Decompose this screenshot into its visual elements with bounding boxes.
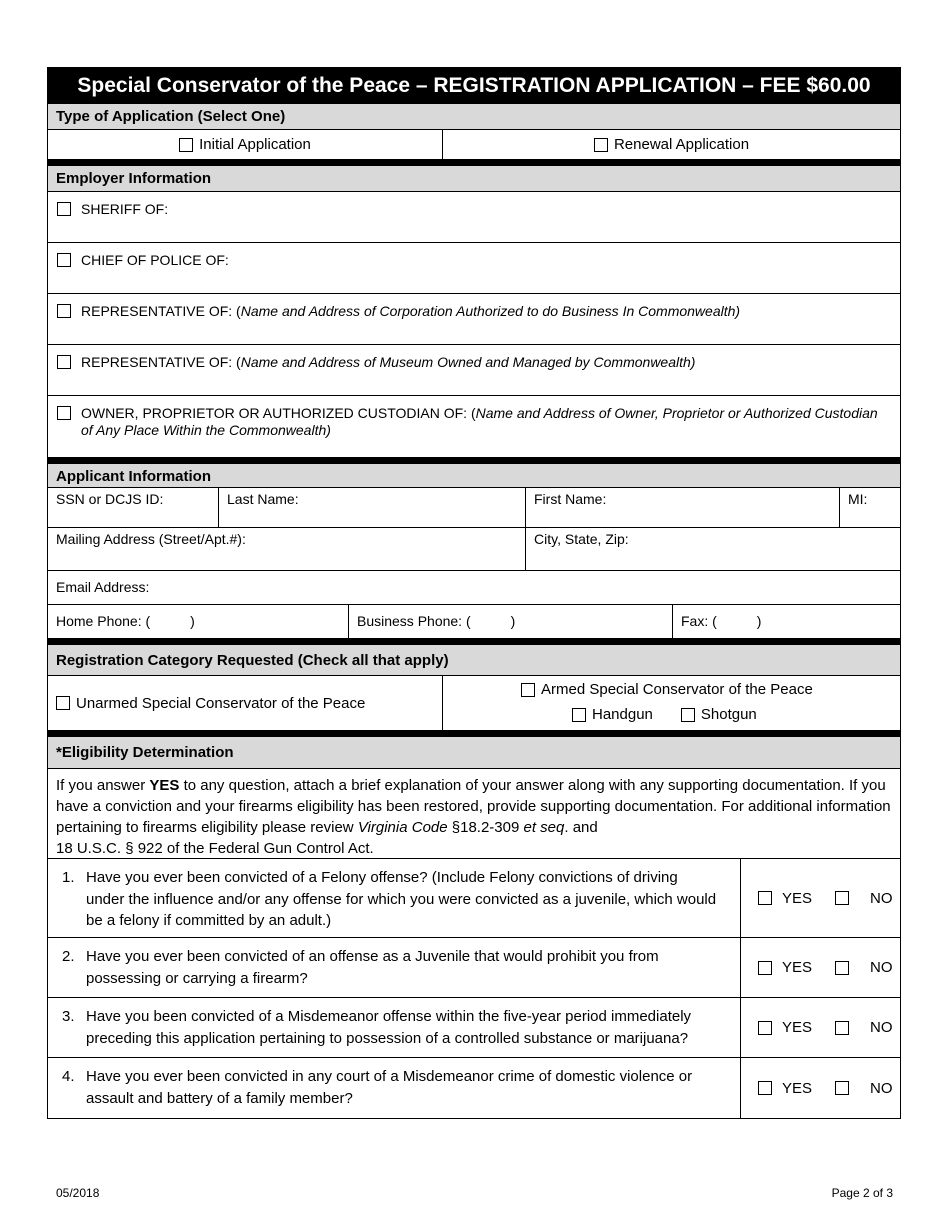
form-title: Special Conservator of the Peace – REGISTRATION APPLICATION – FEE $60.00 [47,67,901,104]
employer-sheriff-row[interactable] [47,191,901,242]
q2-yes-checkbox[interactable] [758,961,772,975]
question-text: 2. Have you ever been convicted of an offense as a Juvenile that would prohibit you from possessing or carrying a firearm? [48,938,741,997]
footer-page-number: Page 2 of 3 [831,1186,893,1200]
owner-checkbox[interactable] [57,406,71,420]
city-state-zip-field[interactable]: City, State, Zip: [525,528,900,570]
section-divider [47,638,901,645]
question-answers: YES NO [741,998,900,1057]
section-divider [47,159,901,166]
first-name-field[interactable]: First Name: [525,488,839,527]
employer-owner-row[interactable] [47,395,901,457]
section-divider [47,730,901,737]
employer-rep-corp-row[interactable] [47,293,901,344]
renewal-application-option[interactable] [442,130,900,159]
handgun-label: Handgun [592,706,653,723]
rep-museum-checkbox[interactable] [57,355,71,369]
email-field[interactable]: Email Address: [56,579,150,595]
employer-rep-museum-row[interactable] [47,344,901,395]
fax-field[interactable]: Fax: ( ) [672,605,900,638]
unarmed-option[interactable] [48,676,442,730]
question-answers: YES NO [741,859,900,937]
question-text: 3. Have you been convicted of a Misdemeanor offense within the five-year period immediately preceding this application pertaining to possession of a controlled substance or marijuana? [48,998,741,1057]
eligibility-questions [47,858,901,1119]
q3-no-checkbox[interactable] [835,1021,849,1035]
question-answers: YES NO [741,938,900,997]
home-phone-field[interactable]: Home Phone: ( ) [56,613,195,629]
employer-section-header: Employer Information [47,166,901,191]
q2-no-checkbox[interactable] [835,961,849,975]
sheriff-checkbox[interactable] [57,202,71,216]
question-text: 1. Have you ever been convicted of a Felony offense? (Include Felony convictions of driving under the influence and/or any offense for which you were convicted as a juvenile, which would be a felony if committed by an adult.) [48,859,741,937]
unarmed-checkbox[interactable] [56,696,70,710]
q1-no-checkbox[interactable] [835,891,849,905]
eligibility-section-header: *Eligibility Determination [47,737,901,768]
q4-no-checkbox[interactable] [835,1081,849,1095]
last-name-field[interactable]: Last Name: [218,488,525,527]
chief-label: CHIEF OF POLICE OF: [81,252,229,268]
armed-label: Armed Special Conservator of the Peace [541,681,813,698]
mailing-address-field[interactable]: Mailing Address (Street/Apt.#): [56,531,246,547]
initial-application-checkbox[interactable] [179,138,193,152]
initial-application-label: Initial Application [199,136,311,153]
rep-corporation-label: REPRESENTATIVE OF: (Name and Address of Corporation Authorized to do Business In Commonwealth) [81,303,741,319]
sheriff-label: SHERIFF OF: [81,201,169,217]
q1-yes-checkbox[interactable] [758,891,772,905]
section-divider [47,457,901,464]
type-section-header: Type of Application (Select One) [47,104,901,129]
rep-museum-label: REPRESENTATIVE OF: (Name and Address of Museum Owned and Managed by Commonwealth) [81,354,696,370]
q4-yes-checkbox[interactable] [758,1081,772,1095]
shotgun-label: Shotgun [700,706,757,723]
chief-of-police-checkbox[interactable] [57,253,71,267]
rep-corporation-checkbox[interactable] [57,304,71,318]
eligibility-intro: If you answer YES to any question, attach a brief explanation of your answer along with any supporting documentation. If you have a conviction and your firearms eligibility has been restored, provide supporting documentation. For additional information pertaining to firearms eligibility please review Virginia Code §18.2-309 et seq. and 18 U.S.C. § 922 of the Federal Gun Control Act. [56,777,891,857]
employer-chief-row[interactable] [47,242,901,293]
armed-option[interactable] [442,676,900,730]
question-text: 4. Have you ever been convicted in any court of a Misdemeanor crime of domestic violence or assault and battery of a family member? [48,1058,741,1118]
question-row [47,1058,901,1119]
question-row [47,998,901,1058]
registration-form [47,67,901,1119]
mi-field[interactable]: MI: [839,488,900,527]
initial-application-option[interactable] [48,130,442,159]
question-row [47,938,901,998]
footer-date: 05/2018 [56,1186,100,1200]
question-answers: YES NO [741,1058,900,1118]
armed-checkbox[interactable] [521,683,535,697]
business-phone-field[interactable]: Business Phone: ( ) [348,605,672,638]
category-section-header: Registration Category Requested (Check all that apply) [47,645,901,675]
q3-yes-checkbox[interactable] [758,1021,772,1035]
ssn-field[interactable]: SSN or DCJS ID: [56,491,164,507]
renewal-application-label: Renewal Application [613,136,750,153]
shotgun-checkbox[interactable] [681,708,695,722]
owner-label: OWNER, PROPRIETOR OR AUTHORIZED CUSTODIAN OF: (Name and Address of Owner, Proprietor or Authorized Custodian of Any Place Within the Commonwealth) [81,405,878,438]
renewal-application-checkbox[interactable] [594,138,608,152]
question-row [47,859,901,938]
applicant-section-header: Applicant Information [47,464,901,487]
unarmed-label: Unarmed Special Conservator of the Peace [76,694,366,712]
handgun-checkbox[interactable] [572,708,586,722]
